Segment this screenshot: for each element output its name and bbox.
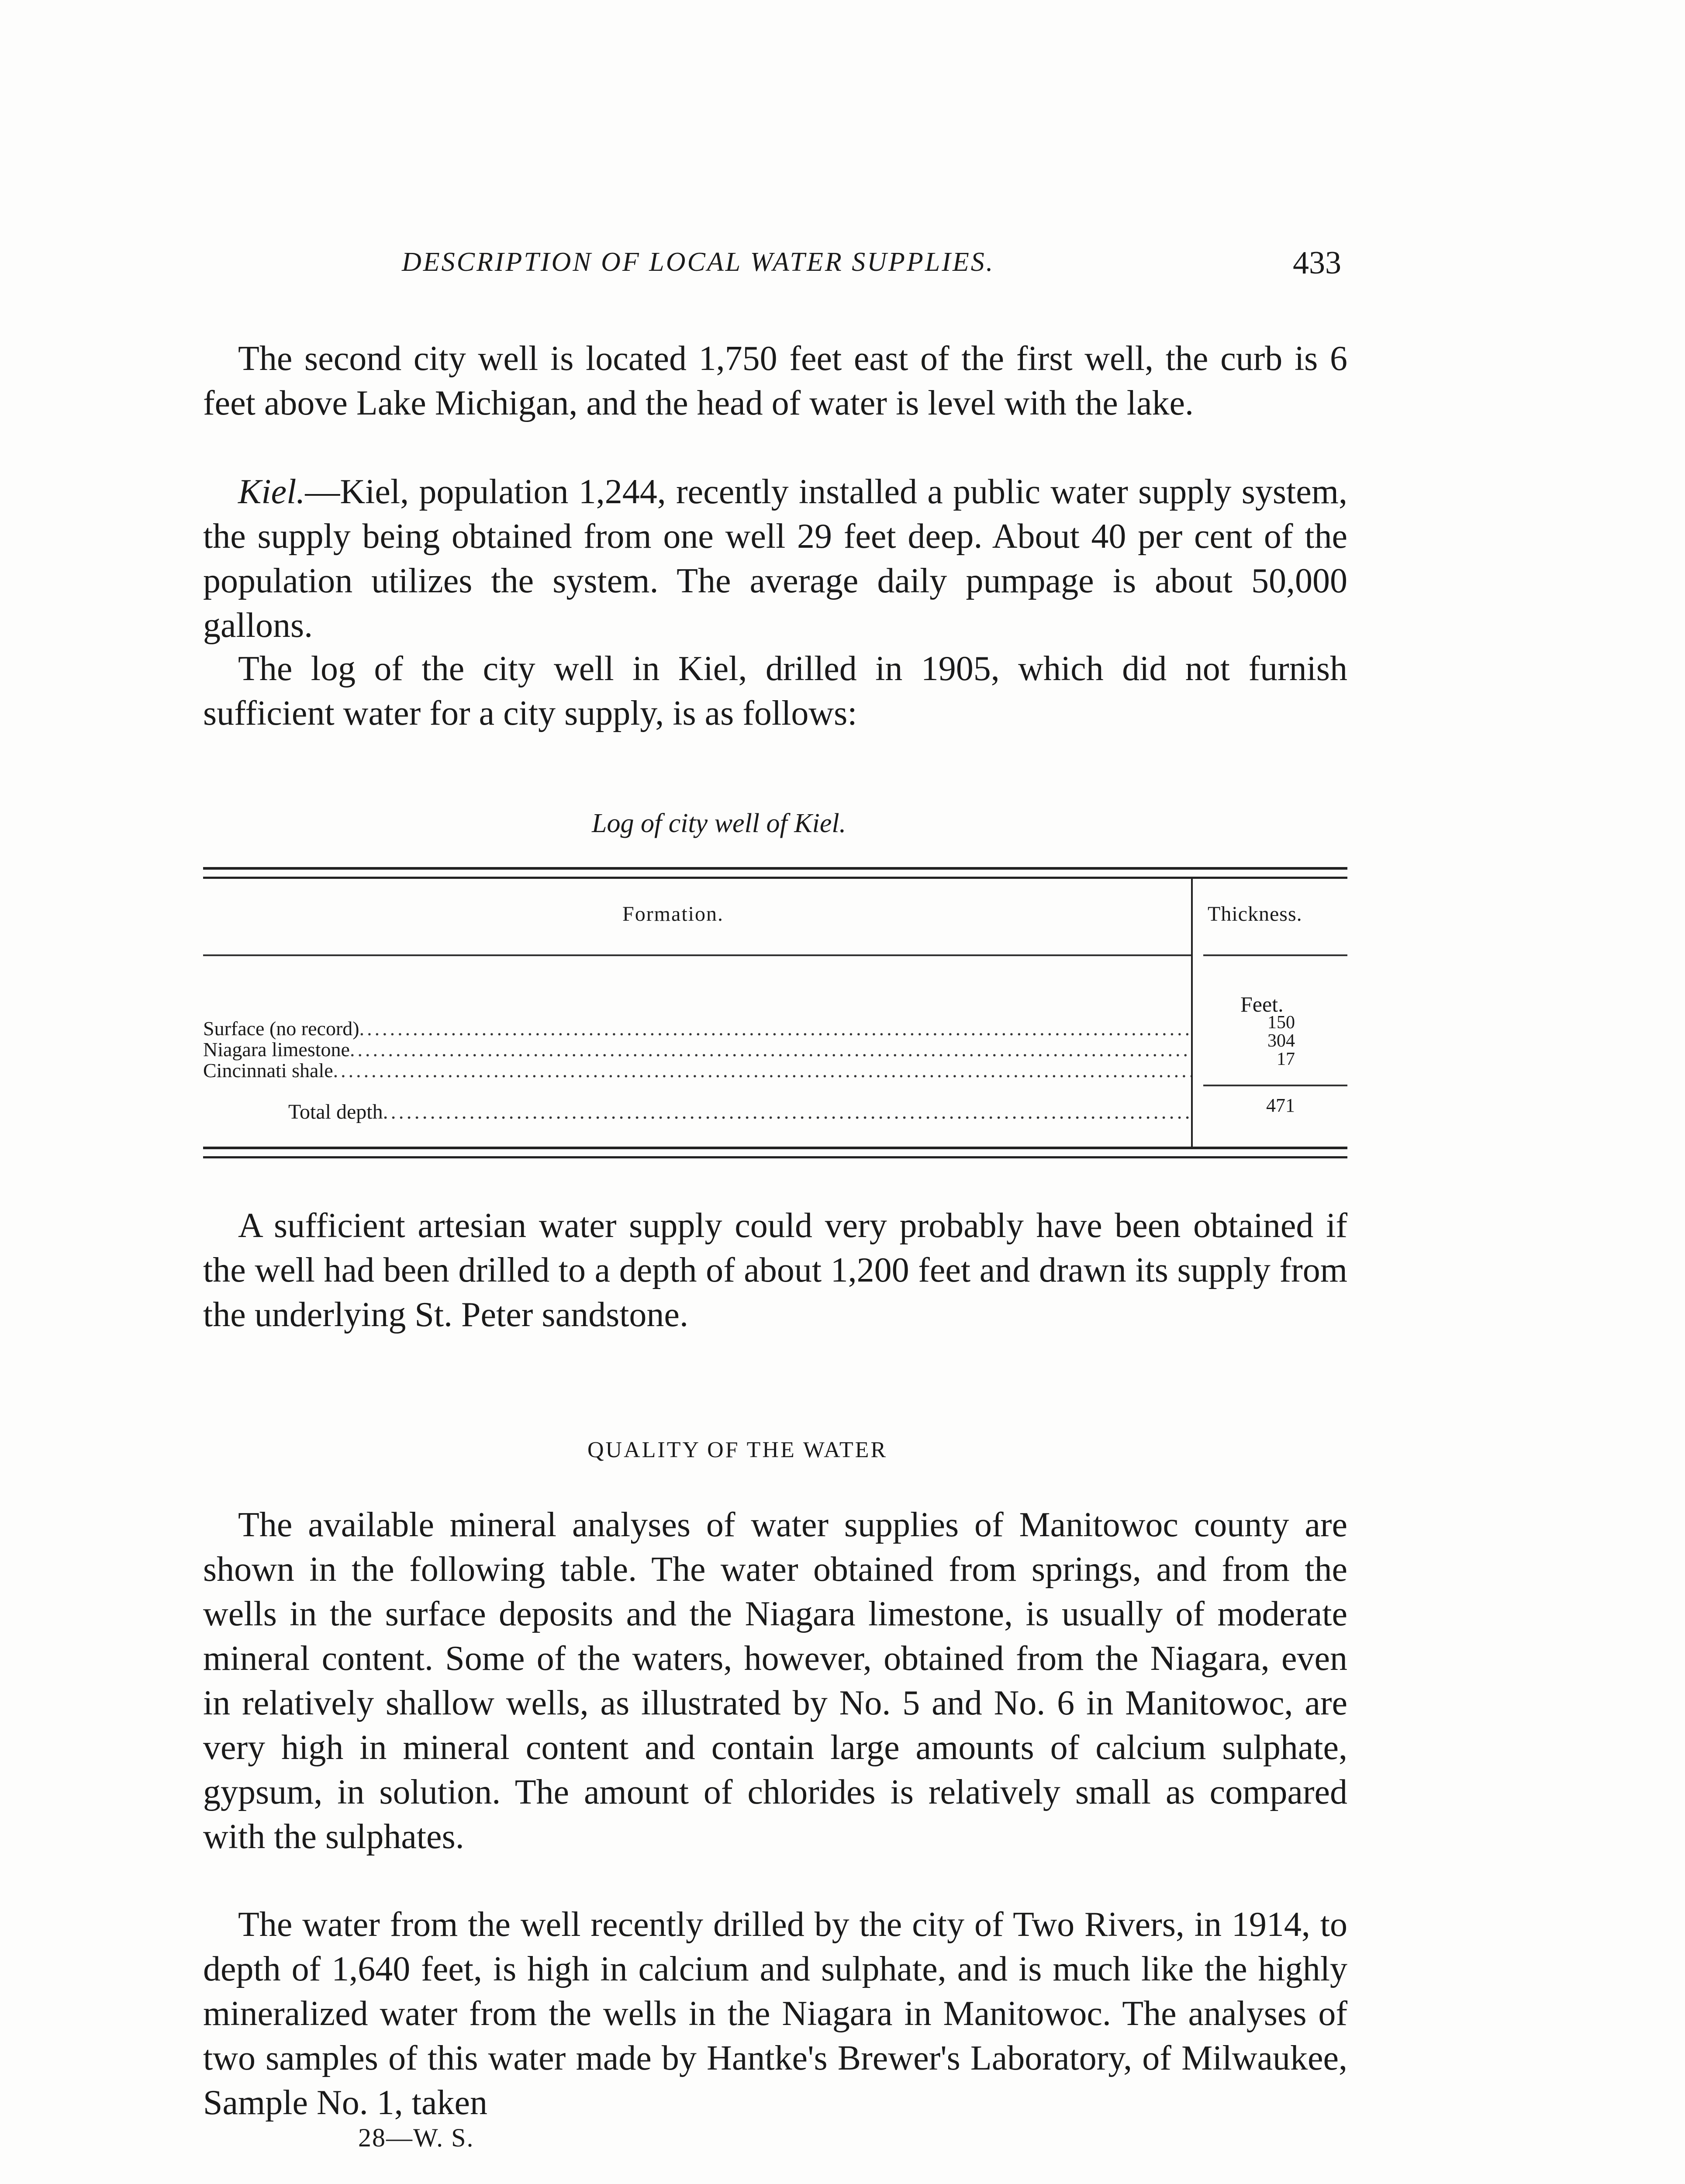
thickness-value: 304 xyxy=(1267,1031,1295,1051)
column-divider xyxy=(1191,877,1193,1147)
paragraph-kiel xyxy=(203,470,1347,648)
paragraph-text: The log of the city well in Kiel, drilled in 1905, which did not furnish sufficient water for a city supply, is as follows: xyxy=(203,650,1347,733)
leader-dots xyxy=(383,1101,1191,1123)
running-head: DESCRIPTION OF LOCAL WATER SUPPLIES. xyxy=(402,247,995,277)
table-caption: Log of city well of Kiel. xyxy=(592,809,846,838)
thickness-value: 17 xyxy=(1277,1049,1295,1069)
table-row xyxy=(203,1039,1191,1061)
page-number: 433 xyxy=(1293,245,1341,281)
signature-mark: 28—W. S. xyxy=(358,2123,474,2152)
header-rule xyxy=(203,954,1191,956)
paragraph-text: The available mineral analyses of water supplies of Manitowoc county are shown in the following table. The water obtained from springs, and from the wells in the surface deposits and the Niagara limestone, is usually of moderate mineral content. Some of the waters, however, obtained from the Niagara, even in relatively shallow wells, as illustrated by No. 5 and No. 6 in Manitowoc, are very high in mineral content and contain large amounts of calcium sulphate, gypsum, in solution. The amount of chlorides is relatively small as compared with the sulphates. xyxy=(203,1506,1347,1856)
leader-dots xyxy=(359,1018,1191,1040)
paragraph-text: The second city well is located 1,750 feet east of the first well, the curb is 6 feet above Lake Michigan, and the head of water is level with the lake. xyxy=(203,339,1347,422)
total-row xyxy=(288,1101,1191,1123)
formation-name: Niagara limestone xyxy=(203,1039,350,1061)
paragraph-text: The water from the well recently drilled by the city of Two Rivers, in 1914, to depth of 1,640 feet, is high in calcium and sulphate, and is much like the highly mineralized water from the wells in the Niagara in Manitowoc. The analyses of two samples of this water made by Hantke's Brewer's Laboratory, of Milwaukee, Sample No. 1, taken xyxy=(203,1905,1347,2122)
paragraph-mineral-analyses xyxy=(203,1503,1347,1859)
paragraph-log-intro xyxy=(203,646,1347,736)
leader-dots xyxy=(333,1060,1191,1082)
thickness-value: 150 xyxy=(1267,1013,1295,1033)
paragraph-artesian xyxy=(203,1203,1347,1337)
table-row xyxy=(203,1060,1191,1082)
paragraph-text: A sufficient artesian water supply could very probably have been obtained if the well had been drilled to a depth of about 1,200 feet and drawn its supply from the underlying St. Peter sandstone. xyxy=(203,1206,1347,1334)
paragraph-two-rivers xyxy=(203,1902,1347,2125)
table-top-rule xyxy=(203,867,1347,879)
leader-dots xyxy=(350,1039,1191,1061)
formation-name: Cincinnati shale xyxy=(203,1060,333,1082)
column-header-thickness: Thickness. xyxy=(1208,902,1302,926)
kiel-body: —Kiel, population 1,244, recently installed a public water supply system, the supply being obtained from one well 29 feet deep. About 40 per cent of the population utilizes the system. The average daily pumpage is about 50,000 gallons. xyxy=(203,473,1347,645)
table-bottom-rule xyxy=(203,1147,1347,1158)
kiel-lead: Kiel. xyxy=(238,473,305,511)
thickness-unit: Feet. xyxy=(1240,992,1284,1016)
well-log-table xyxy=(203,867,1347,1164)
paragraph-text xyxy=(203,470,1347,648)
column-header-formation: Formation. xyxy=(622,902,724,926)
table-row xyxy=(203,1018,1191,1040)
section-heading: QUALITY OF THE WATER xyxy=(587,1438,888,1462)
paragraph-second-city-well xyxy=(203,336,1347,425)
formation-name: Surface (no record) xyxy=(203,1018,359,1040)
header-rule xyxy=(1203,954,1347,956)
total-value: 471 xyxy=(1266,1095,1295,1116)
total-label: Total depth xyxy=(288,1101,383,1123)
sum-rule xyxy=(1203,1085,1347,1086)
